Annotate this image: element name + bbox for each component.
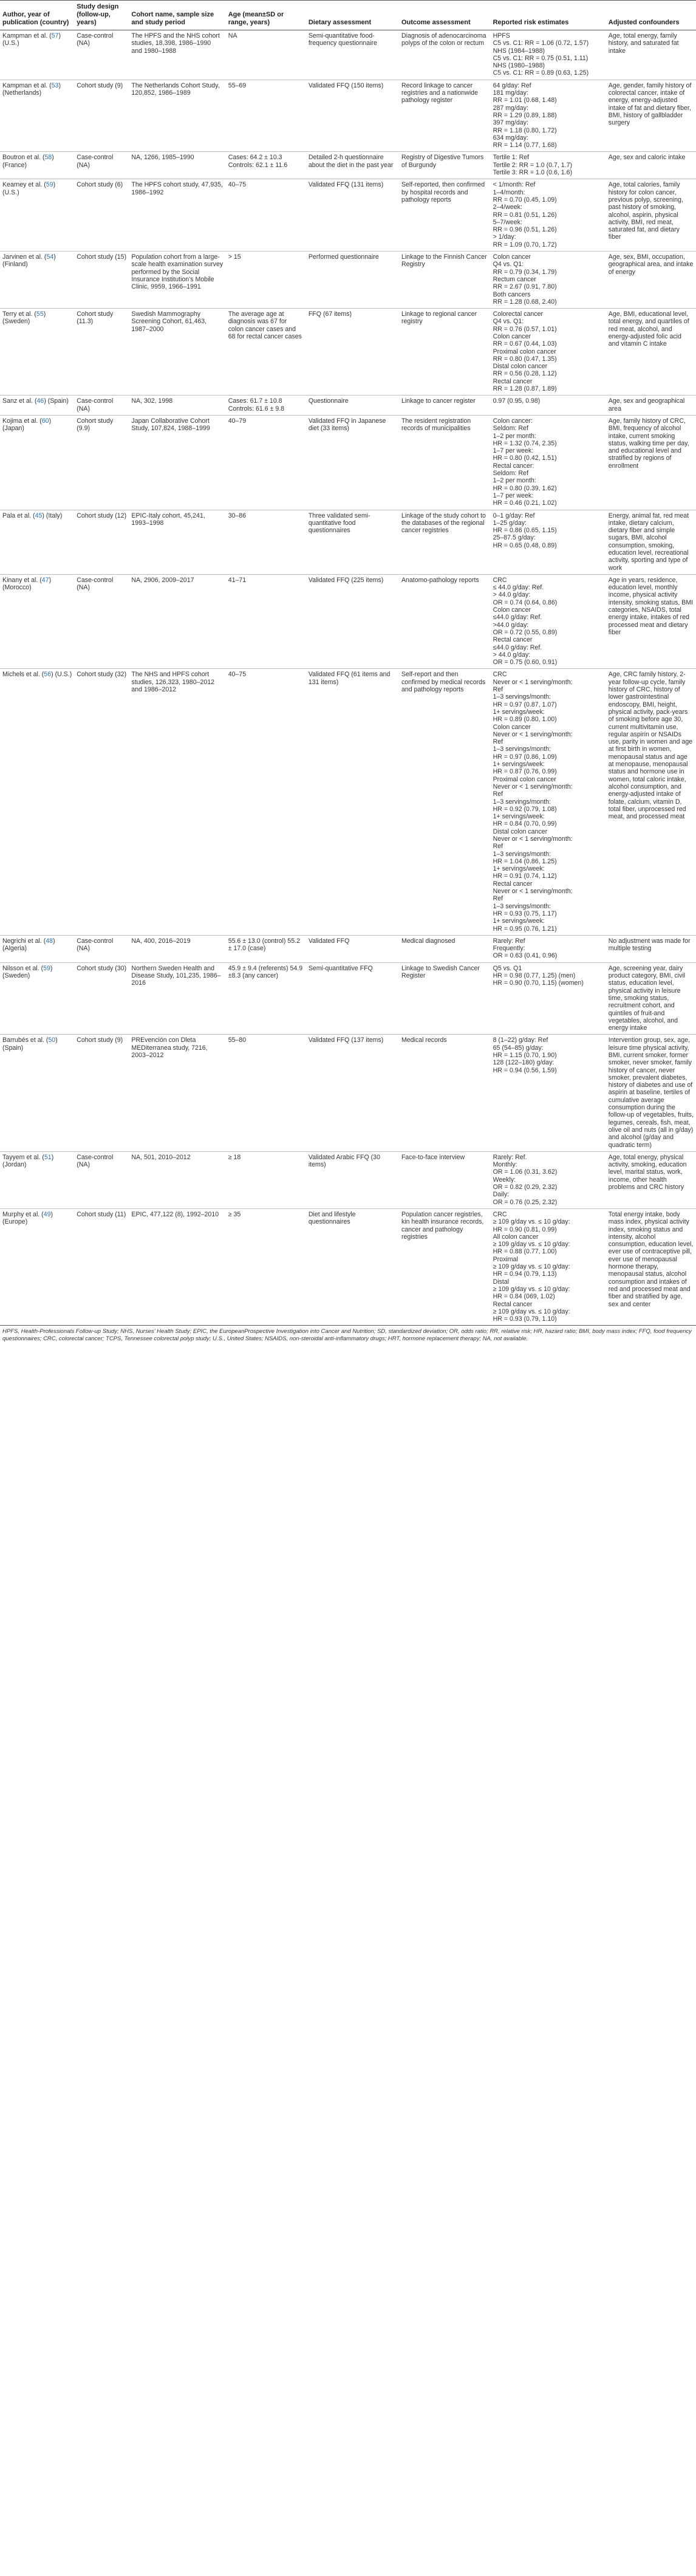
header-design: Study design (follow-up, years) xyxy=(74,1,129,30)
reference-link[interactable]: 53 xyxy=(51,81,59,89)
cell-cohort: NA, 2906, 2009–2017 xyxy=(129,574,225,669)
cell-diet: Performed questionnaire xyxy=(306,252,399,309)
cell-outcome: The resident registration records of municipalities xyxy=(399,415,491,510)
author-country: ) (Sweden) xyxy=(2,310,46,326)
cell-diet: Validated FFQ (150 items) xyxy=(306,80,399,152)
reference-link[interactable]: 45 xyxy=(35,512,43,519)
cell-design: Cohort study (15) xyxy=(74,252,129,309)
cell-age: Cases: 61.7 ± 10.8 Controls: 61.6 ± 9.8 xyxy=(226,396,306,416)
cell-design: Cohort study (12) xyxy=(74,510,129,574)
author-country: ) (Morocco) xyxy=(2,576,52,592)
cell-diet: Three validated semi-quantitative food questionnaires xyxy=(306,510,399,574)
cell-risk: Rarely: Ref Frequently: OR = 0.63 (0.41, 0.96) xyxy=(491,935,606,962)
reference-link[interactable]: 49 xyxy=(43,1210,51,1218)
reference-link[interactable]: 46 xyxy=(36,397,44,405)
cell-outcome: Linkage to cancer register xyxy=(399,396,491,416)
cell-diet: FFQ (67 items) xyxy=(306,309,399,396)
cell-confounders: Age, BMI, educational level, total energy, and quartiles of red meat, alcohol, and energy-adjusted folic acid and vitamin C intake xyxy=(606,309,696,396)
table-header xyxy=(0,1,696,30)
cell-design: Cohort study (6) xyxy=(74,179,129,252)
cell-risk: < 1/month: Ref 1–4/month: RR = 0.70 (0.45, 1.09) 2–4/week: RR = 0.81 (0.51, 1.26) 5–7/week: RR = 0.96 (0.51, 1.26) > 1/day: RR = 1.09 (0.70, 1.72) xyxy=(491,179,606,252)
cell-confounders: Energy, animal fat, red meat intake, dietary calcium, dietary fiber and simple sugars, BMI, alcohol consumption, smoking, education level, recreational activity, sporting and type of work xyxy=(606,510,696,574)
cell-author xyxy=(0,1208,74,1325)
cell-confounders: No adjustment was made for multiple testing xyxy=(606,935,696,962)
cell-age: 40–75 xyxy=(226,669,306,935)
cell-age: 55–69 xyxy=(226,80,306,152)
cell-age: NA xyxy=(226,30,306,80)
cell-confounders: Total energy intake, body mass index, physical activity index, smoking status and intensity, alcohol consumption, education level, ever use of contraceptive pill, ever use of menopausal hormone therapy, menopausal status, alcohol consumption and intakes of red and processed meat and fiber and stratified by age, sex and center xyxy=(606,1208,696,1325)
cell-risk: CRC ≥ 109 g/day vs. ≤ 10 g/day: HR = 0.90 (0.81, 0.99) All colon cancer ≥ 109 g/day vs. ≤ 10 g/day: HR = 0.88 (0.77, 1.00) Proximal ≥ 109 g/day vs. ≤ 10 g/day: HR = 0.94 (0.79, 1.13) Distal ≥ 109 g/day vs. ≤ 10 g/day: HR = 0.84 (069, 1.02) Rectal cancer ≥ 109 g/day vs. ≤ 10 g/day: HR = 0.93 (0.79, 1.10) xyxy=(491,1208,606,1325)
cell-confounders: Age, sex and caloric intake xyxy=(606,152,696,179)
cell-age: 55.6 ± 13.0 (control) 55.2 ± 17.0 (case) xyxy=(226,935,306,962)
cell-risk: Colon cancer Q4 vs. Q1: RR = 0.79 (0.34, 1.79) Rectum cancer RR = 2.67 (0.91, 7.80) Both cancers RR = 1.28 (0.68, 2.40) xyxy=(491,252,606,309)
table-row xyxy=(0,1208,696,1325)
author-name: Kinany et al. ( xyxy=(2,576,42,584)
cell-confounders: Intervention group, sex, age, leisure time physical activity, BMI, current smoker, former smoker, never smoker, family history of cancer, never smoker, prevalent diabetes, history of diabetes and use of aspirin at baseline, tertiles of cumulative average consumption during the follow-up of vegetables, fruits, legumes, cereals, fish, meat, olive oil and nuts (all in g/day) and alcohol (g/day and quadratic term) xyxy=(606,1035,696,1151)
cell-confounders: Age, screening year, dairy product category, BMI, civil status, education level, physical activity in leisure time, smoking status, recruitment cohort, and quintiles of fruit-and vegetables, alcohol, and energy intake xyxy=(606,962,696,1035)
cell-risk: 0–1 g/day: Ref 1–25 g/day: HR = 0.86 (0.65, 1.15) 25–87.5 g/day: HR = 0.65 (0.48, 0.89) xyxy=(491,510,606,574)
cell-risk: 64 g/day: Ref 181 mg/day: RR = 1.01 (0.68, 1.48) 287 mg/day: RR = 1.29 (0.89, 1.88) 397 mg/day: RR = 1.18 (0.80, 1.72) 634 mg/day: RR = 1.14 (0.77, 1.68) xyxy=(491,80,606,152)
cell-outcome: Linkage of the study cohort to the databases of the regional cancer registries xyxy=(399,510,491,574)
reference-link[interactable]: 47 xyxy=(41,576,49,584)
header-cohort: Cohort name, sample size and study period xyxy=(129,1,225,30)
cell-risk: CRC Never or < 1 serving/month: Ref 1–3 servings/month: HR = 0.97 (0.87, 1.07) 1+ servings/week: HR = 0.89 (0.80, 1.00) Colon cancer Never or < 1 serving/month: Ref 1–3 servings/month: HR = 0.97 (0.86, 1.09) 1+ servings/week: HR = 0.87 (0.76, 0.99) Proximal colon cancer Never or < 1 serving/month: Ref 1–3 servings/month: HR = 0.92 (0.79, 1.08) 1+ servings/week: HR = 0.84 (0.70, 0.99) Distal colon cancer Never or < 1 serving/month: Ref 1–3 servings/month: HR = 1.04 (0.86, 1.25) 1+ servings/week: HR = 0.91 (0.74, 1.12) Rectal cancer Never or < 1 serving/month: Ref 1–3 servings/month: HR = 0.93 (0.75, 1.17) 1+ servings/week: HR = 0.95 (0.76, 1.21) xyxy=(491,669,606,935)
cell-design: Cohort study (9) xyxy=(74,1035,129,1151)
cell-cohort: PREvención con Dleta MEDiterranea study, 7216, 2003–2012 xyxy=(129,1035,225,1151)
cell-risk: HPFS C5 vs. C1: RR = 1.06 (0.72, 1.57) NHS (1984–1988) C5 vs. C1: RR = 0.75 (0.51, 1.11) NHS (1980–1988) C5 vs. C1: RR = 0.89 (0.63, 1.25) xyxy=(491,30,606,80)
table-body xyxy=(0,30,696,1326)
header-age: Age (mean±SD or range, years) xyxy=(226,1,306,30)
cell-outcome: Linkage to Swedish Cancer Register xyxy=(399,962,491,1035)
cell-confounders: Age, CRC family history, 2-year follow-up cycle, family history of CRC, history of lower gastrointestinal endoscopy, BMI, height, physical activity, pack-years of smoking before age 30, current multivitamin use, regular aspirin or NSAIDs use, parity in women and age at first birth in women, menopausal status and age at menopause, menopausal status and hormone use in women, total caloric intake, alcohol consumption, and energy-adjusted intake of folate, calcium, vitamin D, total fiber, unprocessed red meat, and processed meat xyxy=(606,669,696,935)
cell-design: Case-control (NA) xyxy=(74,574,129,669)
table-row xyxy=(0,935,696,962)
cell-age: 30–86 xyxy=(226,510,306,574)
cell-diet: Validated FFQ (131 items) xyxy=(306,179,399,252)
cell-confounders: Age, total energy, family history, and saturated fat intake xyxy=(606,30,696,80)
cell-age: Cases: 64.2 ± 10.3 Controls: 62.1 ± 11.6 xyxy=(226,152,306,179)
author-country: ) (U.S.) xyxy=(2,32,61,47)
author-name: Sanz et al. ( xyxy=(2,397,37,405)
cell-diet: Semi-quantitative FFQ xyxy=(306,962,399,1035)
table-row xyxy=(0,1035,696,1151)
header-confounders: Adjusted confounders xyxy=(606,1,696,30)
reference-link[interactable]: 54 xyxy=(46,253,54,261)
cell-design: Cohort study (32) xyxy=(74,669,129,935)
cell-age: The average age at diagnosis was 67 for colon cancer cases and 68 for rectal cancer cases xyxy=(226,309,306,396)
cell-outcome: Medical records xyxy=(399,1035,491,1151)
cell-confounders: Age in years, residence, education level, monthly income, physical activity intensity, smoking status, BMI categories, NSAIDS, total energy intake, intakes of red processed meat and dietary fiber xyxy=(606,574,696,669)
cell-author xyxy=(0,80,74,152)
cell-cohort: NA, 400, 2016–2019 xyxy=(129,935,225,962)
cell-diet: Detailed 2-h questionnaire about the diet in the past year xyxy=(306,152,399,179)
cell-risk: 8 (1–22) g/day: Ref 65 (54–85) g/day: HR = 1.15 (0.70, 1.90) 128 (122–180) g/day: HR = 0.94 (0.56, 1.59) xyxy=(491,1035,606,1151)
cell-design: Case-control (NA) xyxy=(74,1151,129,1208)
cell-author xyxy=(0,152,74,179)
cell-author xyxy=(0,574,74,669)
cell-author xyxy=(0,962,74,1035)
cell-age: 40–75 xyxy=(226,179,306,252)
author-name: Negrichi et al. ( xyxy=(2,937,46,945)
author-country: ) (Netherlands) xyxy=(2,81,61,97)
cell-outcome: Diagnosis of adenocarcinoma polyps of the colon or rectum xyxy=(399,30,491,80)
table-row xyxy=(0,396,696,416)
cell-design: Cohort study (11.3) xyxy=(74,309,129,396)
header-author: Author, year of publication (country) xyxy=(0,1,74,30)
table-footnote: HPFS, Health-Professionals Follow-up Study; NHS, Nurses' Health Study; EPIC, the EuropeanProspective Investigation into Cancer and Nutrition; SD, standardized deviation; OR, odds ratio; RR, relative risk; HR, hazard ratio; BMI, body mass index; FFQ, food frequency questionnaires; CRC, colorectal cancer; TCPS, Tennessee colorectal polyp study; U.S., United States; NSAIDS, non-steroidal anti-inflammatory drugs; HRT, hormone replacement therapy; NA, not available. xyxy=(2,1328,692,1343)
cell-author xyxy=(0,935,74,962)
cell-cohort: The HPFS and the NHS cohort studies, 18,398, 1986–1990 and 1980–1988 xyxy=(129,30,225,80)
cell-author xyxy=(0,415,74,510)
cell-cohort: NA, 302, 1998 xyxy=(129,396,225,416)
cell-outcome: Self-report and then confirmed by medical records and pathology reports xyxy=(399,669,491,935)
author-name: Kampman et al. ( xyxy=(2,32,52,39)
author-name: Jarvinen et al. ( xyxy=(2,253,47,261)
cell-confounders: Age, gender, family history of colorectal cancer, intake of energy, energy-adjusted intake of fat and dietary fiber, BMI, history of gallbladder surgery xyxy=(606,80,696,152)
author-name: Barrubés et al. ( xyxy=(2,1036,49,1044)
header-outcome: Outcome assessment xyxy=(399,1,491,30)
header-risk: Reported risk estimates xyxy=(491,1,606,30)
reference-link[interactable]: 59 xyxy=(43,964,50,972)
author-country: ) (U.S.) xyxy=(51,671,72,679)
author-country: ) (Spain) xyxy=(44,397,69,405)
cell-author xyxy=(0,396,74,416)
cell-outcome: Anatomo-pathology reports xyxy=(399,574,491,669)
cell-cohort: EPIC, 477,122 (8), 1992–2010 xyxy=(129,1208,225,1325)
cell-risk: Colorectal cancer Q4 vs. Q1: RR = 0.76 (0.57, 1.01) Colon cancer RR = 0.67 (0.44, 1.03) Proximal colon cancer RR = 0.80 (0.47, 1.35) Distal colon cancer RR = 0.56 (0.28, 1.12) Rectal cancer RR = 1.28 (0.87, 1.89) xyxy=(491,309,606,396)
cell-diet: Validated FFQ in Japanese diet (33 items) xyxy=(306,415,399,510)
author-country: ) (U.S.) xyxy=(2,181,56,196)
table-row xyxy=(0,669,696,935)
cell-outcome: Face-to-face interview xyxy=(399,1151,491,1208)
cell-design: Cohort study (11) xyxy=(74,1208,129,1325)
header-diet: Dietary assessment xyxy=(306,1,399,30)
cell-outcome: Record linkage to cancer registries and a nationwide pathology register xyxy=(399,80,491,152)
cell-age: 45.9 ± 9.4 (referents) 54.9 ±8.3 (any cancer) xyxy=(226,962,306,1035)
table-row xyxy=(0,1151,696,1208)
cell-cohort: Japan Collaborative Cohort Study, 107,824, 1988–1999 xyxy=(129,415,225,510)
author-country: ) (Finland) xyxy=(2,253,56,269)
author-country: ) (Jordan) xyxy=(2,1153,54,1169)
author-name: Tayyem et al. ( xyxy=(2,1153,44,1161)
cell-author xyxy=(0,30,74,80)
reference-link[interactable]: 60 xyxy=(41,417,49,425)
cell-diet: Validated FFQ (225 items) xyxy=(306,574,399,669)
cell-author xyxy=(0,1035,74,1151)
cell-author xyxy=(0,1151,74,1208)
cell-diet: Validated FFQ (137 items) xyxy=(306,1035,399,1151)
cell-cohort: NA, 501, 2010–2012 xyxy=(129,1151,225,1208)
cell-risk: Colon cancer: Seldom: Ref 1–2 per month: HR = 1.32 (0.74, 2.35) 1–7 per week: HR = 0.80 (0.42, 1.51) Rectal cancer: Seldom: Ref 1–2 per month: HR = 0.80 (0.39, 1.62) 1–7 per week: HR = 0.46 (0.21, 1.02) xyxy=(491,415,606,510)
cell-age: > 15 xyxy=(226,252,306,309)
table-row xyxy=(0,574,696,669)
cell-author xyxy=(0,179,74,252)
cell-design: Cohort study (9.9) xyxy=(74,415,129,510)
cell-age: 40–79 xyxy=(226,415,306,510)
author-name: Boutron et al. ( xyxy=(2,154,45,162)
cell-outcome: Self-reported, then confirmed by hospital records and pathology reports xyxy=(399,179,491,252)
author-name: Terry et al. ( xyxy=(2,310,36,318)
table-row xyxy=(0,80,696,152)
cell-diet: Questionnaire xyxy=(306,396,399,416)
cell-design: Case-control (NA) xyxy=(74,935,129,962)
cell-age: 55–80 xyxy=(226,1035,306,1151)
author-country: ) (Japan) xyxy=(2,417,52,433)
table-row xyxy=(0,962,696,1035)
table-row xyxy=(0,152,696,179)
cell-diet: Diet and lifestyle questionnaires xyxy=(306,1208,399,1325)
cell-outcome: Linkage to regional cancer registry xyxy=(399,309,491,396)
author-name: Michels et al. ( xyxy=(2,671,44,679)
reference-link[interactable]: 48 xyxy=(46,937,53,945)
cell-author xyxy=(0,252,74,309)
author-country: ) (Sweden) xyxy=(2,964,53,980)
author-country: ) (Europe) xyxy=(2,1210,53,1226)
reference-link[interactable]: 55 xyxy=(36,310,44,318)
reference-link[interactable]: 59 xyxy=(46,181,53,189)
cell-cohort: Northern Sweden Health and Disease Study, 101,235, 1986–2016 xyxy=(129,962,225,1035)
cell-age: 41–71 xyxy=(226,574,306,669)
cell-confounders: Age, total calories, family history for colon cancer, previous polyp, screening, past history of smoking, alcohol, aspirin, physical activity, BMI, red meat, saturated fat, and dietary fiber xyxy=(606,179,696,252)
cell-author xyxy=(0,510,74,574)
cell-cohort: Swedish Mammography Screening Cohort, 61,463, 1987–2000 xyxy=(129,309,225,396)
cell-diet: Validated FFQ xyxy=(306,935,399,962)
cell-author xyxy=(0,669,74,935)
cell-outcome: Medical diagnosed xyxy=(399,935,491,962)
table-row xyxy=(0,415,696,510)
cell-cohort: NA, 1266, 1985–1990 xyxy=(129,152,225,179)
cell-outcome: Population cancer registries, kin health insurance records, cancer and pathology registries xyxy=(399,1208,491,1325)
cell-diet: Validated Arabic FFQ (30 items) xyxy=(306,1151,399,1208)
author-name: Murphy et al. ( xyxy=(2,1210,44,1218)
cell-design: Case-control (NA) xyxy=(74,152,129,179)
cell-risk: Q5 vs. Q1 HR = 0.98 (0.77, 1.25) (men) HR = 0.90 (0.70, 1.15) (women) xyxy=(491,962,606,1035)
cell-author xyxy=(0,309,74,396)
author-name: Kampman et al. ( xyxy=(2,81,52,89)
cell-risk: Rarely: Ref. Monthly: OR = 1.06 (0.31, 3.62) Weekly: OR = 0.82 (0.29, 2.32) Daily: OR = 0.76 (0.25, 2.32) xyxy=(491,1151,606,1208)
cell-risk: CRC ≤ 44.0 g/day: Ref. > 44.0 g/day: OR = 0.74 (0.64, 0.86) Colon cancer ≤44.0 g/day: Ref. >44.0 g/day: OR = 0.72 (0.55, 0.89) Rectal cancer ≤44.0 g/day: Ref. > 44.0 g/day: OR = 0.75 (0.60, 0.91) xyxy=(491,574,606,669)
author-country: ) (Spain) xyxy=(2,1036,58,1052)
cell-design: Case-control (NA) xyxy=(74,396,129,416)
table-row xyxy=(0,179,696,252)
author-name: Pala et al. ( xyxy=(2,512,35,519)
cell-risk: Tertile 1: Ref Tertile 2: RR = 1.0 (0.7, 1.7) Tertile 3: RR = 1.0 (0.6, 1.6) xyxy=(491,152,606,179)
cell-confounders: Age, family history of CRC, BMI, frequency of alcohol intake, current smoking status, walking time per day, and educational level and stratified by regions of enrollment xyxy=(606,415,696,510)
cell-cohort: Population cohort from a large-scale health examination survey performed by the Social Insurance Institution's Mobile Clinic, 9959, 1966–1991 xyxy=(129,252,225,309)
cell-age: ≥ 35 xyxy=(226,1208,306,1325)
cell-age: ≥ 18 xyxy=(226,1151,306,1208)
reference-link[interactable]: 57 xyxy=(51,32,59,39)
cell-outcome: Registry of Digestive Tumors of Burgundy xyxy=(399,152,491,179)
author-name: Kojima et al. ( xyxy=(2,417,42,425)
cell-risk: 0.97 (0.95, 0.98) xyxy=(491,396,606,416)
cell-confounders: Age, total energy, physical activity, smoking, education level, marital status, work, income, other health problems and CRC history xyxy=(606,1151,696,1208)
cell-cohort: The Netherlands Cohort Study, 120,852, 1986–1989 xyxy=(129,80,225,152)
cell-confounders: Age, sex, BMI, occupation, geographical area, and intake of energy xyxy=(606,252,696,309)
cell-design: Cohort study (9) xyxy=(74,80,129,152)
cell-diet: Validated FFQ (61 items and 131 items) xyxy=(306,669,399,935)
cell-design: Cohort study (30) xyxy=(74,962,129,1035)
cell-outcome: Linkage to the Finnish Cancer Registry xyxy=(399,252,491,309)
reference-link[interactable]: 58 xyxy=(44,154,52,162)
author-country: ) (Italy) xyxy=(42,512,63,519)
table-row xyxy=(0,510,696,574)
table-row xyxy=(0,252,696,309)
cell-cohort: The HPFS cohort study, 47,935, 1986–1992 xyxy=(129,179,225,252)
author-country: ) (France) xyxy=(2,154,54,169)
reference-link[interactable]: 51 xyxy=(44,1153,52,1161)
cell-confounders: Age, sex and geographical area xyxy=(606,396,696,416)
reference-link[interactable]: 50 xyxy=(48,1036,56,1044)
author-name: Kearney et al. ( xyxy=(2,181,46,189)
cell-cohort: The NHS and HPFS cohort studies, 126,323, 1980–2012 and 1986–2012 xyxy=(129,669,225,935)
table-row xyxy=(0,309,696,396)
cell-diet: Semi-quantitative food-frequency questionnaire xyxy=(306,30,399,80)
author-name: Nilsson et al. ( xyxy=(2,964,44,972)
table-row xyxy=(0,30,696,80)
author-country: ) (Algeria) xyxy=(2,937,55,953)
reference-link[interactable]: 56 xyxy=(44,671,52,679)
cell-cohort: EPIC-Italy cohort, 45,241, 1993–1998 xyxy=(129,510,225,574)
cell-design: Case-control (NA) xyxy=(74,30,129,80)
